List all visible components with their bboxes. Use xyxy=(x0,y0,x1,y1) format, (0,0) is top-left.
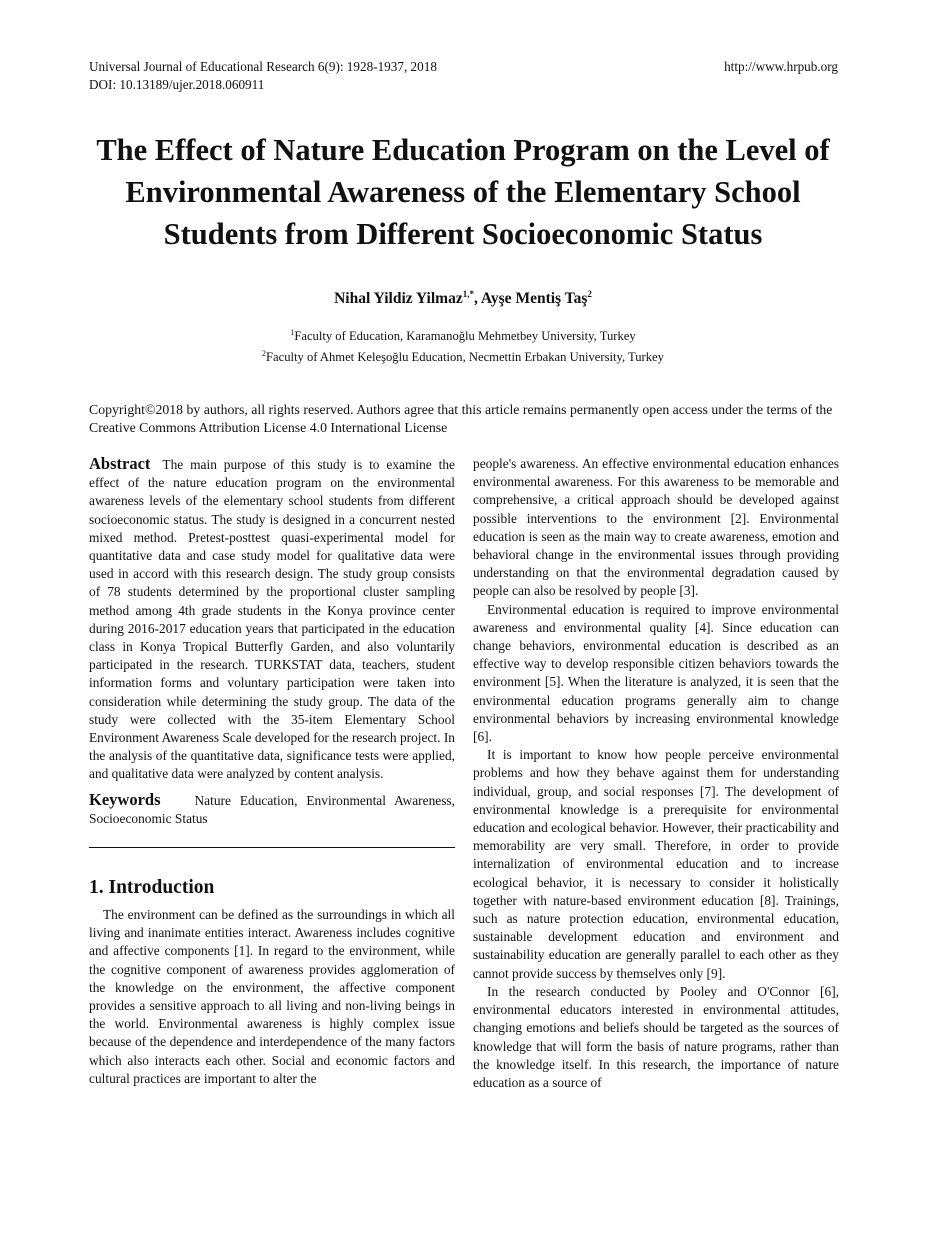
affiliation-1-text: Faculty of Education, Karamanoğlu Mehmetbey University, Turkey xyxy=(294,329,636,344)
introduction-paragraph-4: In the research conducted by Pooley and O'Connor [6], environmental educators interested in environmental attitudes, changing emotions and beliefs should be targeted as the sources of knowledge that will form the basis of nature programs, rather than the knowledge itself. In this research, the importance of nature education as a source of xyxy=(473,983,839,1090)
introduction-paragraph-continued: people's awareness. An effective environmental education enhances environmental awareness. For this awareness to be memorable and comprehensive, a critical approach should be developed against possible interventions to the environment [2]. Environmental education is seen as the main way to create awareness, emotion and behavioral change in the environmental issues through providing understanding on that the environmental degradation caused by people can also be resolved by people [3]. xyxy=(473,456,839,599)
affiliation-1 xyxy=(0,324,926,345)
author-separator: , xyxy=(473,290,481,308)
affiliation-2-number: 2 xyxy=(262,349,267,359)
author-2-affiliation-mark: 2 xyxy=(587,289,592,299)
affiliations xyxy=(0,324,926,366)
affiliation-2-text: Faculty of Ahmet Keleşoğlu Education, Necmettin Erbakan University, Turkey xyxy=(266,350,664,365)
copyright-notice: Copyright©2018 by authors, all rights reserved. Authors agree that this article remains permanently open access under the terms of the Creative Commons Attribution License 4.0 International License xyxy=(89,402,833,435)
keywords xyxy=(89,791,455,828)
title-line-3: Students from Different Socioeconomic Status xyxy=(163,217,763,251)
title-line-2: Environmental Awareness of the Elementary School xyxy=(125,175,801,209)
affiliation-1-number: 1 xyxy=(290,328,295,337)
section-divider xyxy=(89,847,455,848)
journal-citation: Universal Journal of Educational Research 6(9): 1928-1937, 2018 xyxy=(89,59,437,74)
introduction-paragraph-3: It is important to know how people perceive environmental problems and how they behave against them for understanding individual, group, and social responses [7]. The development of environmental knowledge is a prerequisite for environmental education and ecological behavior. However, their practicability and memorability are very small. Therefore, in order to provide internalization of environmental education and to increase ecological behavior, it is necessary to consider it holistically together with nature-based environment education [8]. Trainings, such as nature protection education, environmental education, sustainable development education and environment and sustainability education are generally parallel to each other as they cannot provide success by themselves only [9]. xyxy=(473,747,839,981)
journal-url[interactable]: http://www.hrpub.org xyxy=(724,59,838,74)
introduction-heading: 1. Introduction xyxy=(89,877,215,899)
left-column xyxy=(89,455,455,1088)
author-2-name: Ayşe Mentiş Taş xyxy=(480,290,588,308)
journal-header xyxy=(89,58,437,94)
abstract xyxy=(89,455,455,784)
keywords-text: Nature Education, Environmental Awareness, Socioeconomic Status xyxy=(89,792,455,826)
affiliation-2 xyxy=(0,345,926,366)
abstract-heading: Abstract xyxy=(89,454,151,473)
doi: DOI: 10.13189/ujer.2018.060911 xyxy=(89,77,265,92)
introduction-paragraph-1: The environment can be defined as the surroundings in which all living and inanimate entities interact. Awareness includes cognitive and affective components [1]. In regard to the environment, while the cognitive component of awareness provides agglomeration of the knowledge on the environment, the affective component provides a sensitive approach to all living and non-living beings in the world. Environmental awareness is highly complex issue because of the dependence and interdependence of the many factors which also interacts each other. Social and economic factors and cultural practices are important to alter the xyxy=(89,907,455,1086)
right-column xyxy=(473,455,839,1092)
author-1-name: Nihal Yildiz Yilmaz xyxy=(334,290,463,308)
paper-title xyxy=(60,129,866,255)
introduction-paragraph-2: Environmental education is required to improve environmental awareness and environmental quality [4]. Since education can change behaviors, environmental education is described as an effective way to develop responsible citizen behaviors towards the environment [5]. When the literature is analyzed, it is seen that the environmental education programs generally aim to change environmental behaviors by increasing environmental knowledge [6]. xyxy=(473,601,839,745)
author-list xyxy=(0,284,926,309)
keywords-heading: Keywords xyxy=(89,789,161,809)
abstract-text: The main purpose of this study is to examine the effect of the nature education program on the environmental awareness levels of the elementary school students from different socioeconomic status. The study is designed in a concurrent nested mixed method. Pretest-posttest quasi-experimental model for quantitative data and case study model for qualitative data were used in accord with this research design. The study group consists of 78 students determined by the proportional cluster sampling method among 4th grade students in the Konya province center during 2016-2017 education years that participated in the education class in Konya Tropical Butterfly Garden, and also voluntarily participated in the research. TURKSTAT data, teachers, student information forms and voluntary participation were taken into consideration while determining the study group. The data of the study were collected with the 35-item Elementary School Environment Awareness Scale developed for the research project. In the analysis of the quantitative data, significance tests were applied, and qualitative data were analyzed by content analysis. xyxy=(89,457,455,782)
title-line-1: The Effect of Nature Education Program on the Level of xyxy=(96,133,830,167)
author-1-affiliation-mark: 1,* xyxy=(462,289,474,299)
